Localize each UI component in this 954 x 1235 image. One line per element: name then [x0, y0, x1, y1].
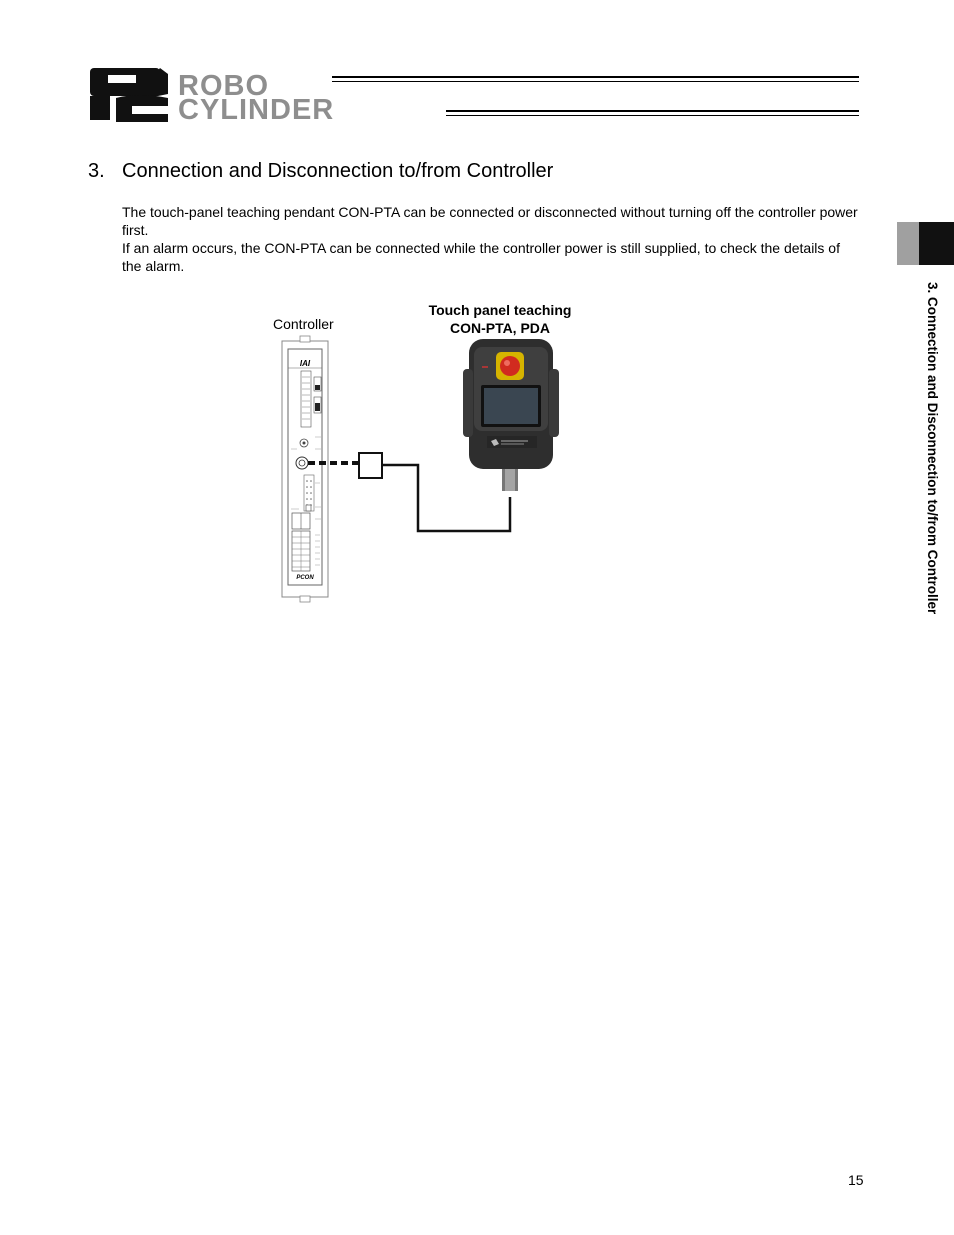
teaching-pendant — [463, 339, 559, 491]
side-tab-marker-dark — [919, 222, 954, 265]
page-number: 15 — [848, 1172, 864, 1188]
section-number: 3. — [88, 160, 105, 182]
controller-unit — [282, 336, 328, 602]
side-tab-marker-light — [897, 222, 919, 265]
pendant-label — [410, 301, 590, 337]
logo-text-cylinder: CYLINDER — [178, 94, 335, 126]
controller-label: Controller — [273, 316, 334, 332]
header-rule-top-1 — [332, 76, 859, 78]
robo-cylinder-logo — [88, 66, 440, 124]
connection-diagram — [270, 335, 570, 605]
pendant-cable — [382, 465, 510, 531]
pendant-label-line-1: Touch panel teaching — [428, 302, 572, 318]
controller-model: PCON — [296, 575, 314, 581]
controller-brand: IAI — [299, 359, 311, 368]
emergency-stop-button-icon — [500, 356, 520, 376]
header-rule-top-2 — [332, 81, 859, 82]
body-paragraph-2: If an alarm occurs, the CON-PTA can be connected while the controller power is still supplied, to check the details of the alarm. — [122, 240, 840, 274]
connector-box — [359, 453, 382, 478]
section-heading — [88, 160, 553, 183]
side-tab-label: 3. Connection and Disconnection to/from Controller — [925, 282, 940, 615]
logo-text-robo: ROBO — [178, 70, 269, 102]
header-rule-bottom-1 — [446, 110, 859, 112]
pendant-label-line-2: CON-PTA, PDA — [449, 320, 551, 336]
rc-logo-mark-icon — [88, 66, 178, 124]
header-rule-bottom-2 — [446, 115, 859, 116]
body-paragraph-1: The touch-panel teaching pendant CON-PTA can be connected or disconnected without turning off the controller power first. — [122, 204, 858, 238]
section-title: Connection and Disconnection to/from Controller — [122, 160, 554, 182]
